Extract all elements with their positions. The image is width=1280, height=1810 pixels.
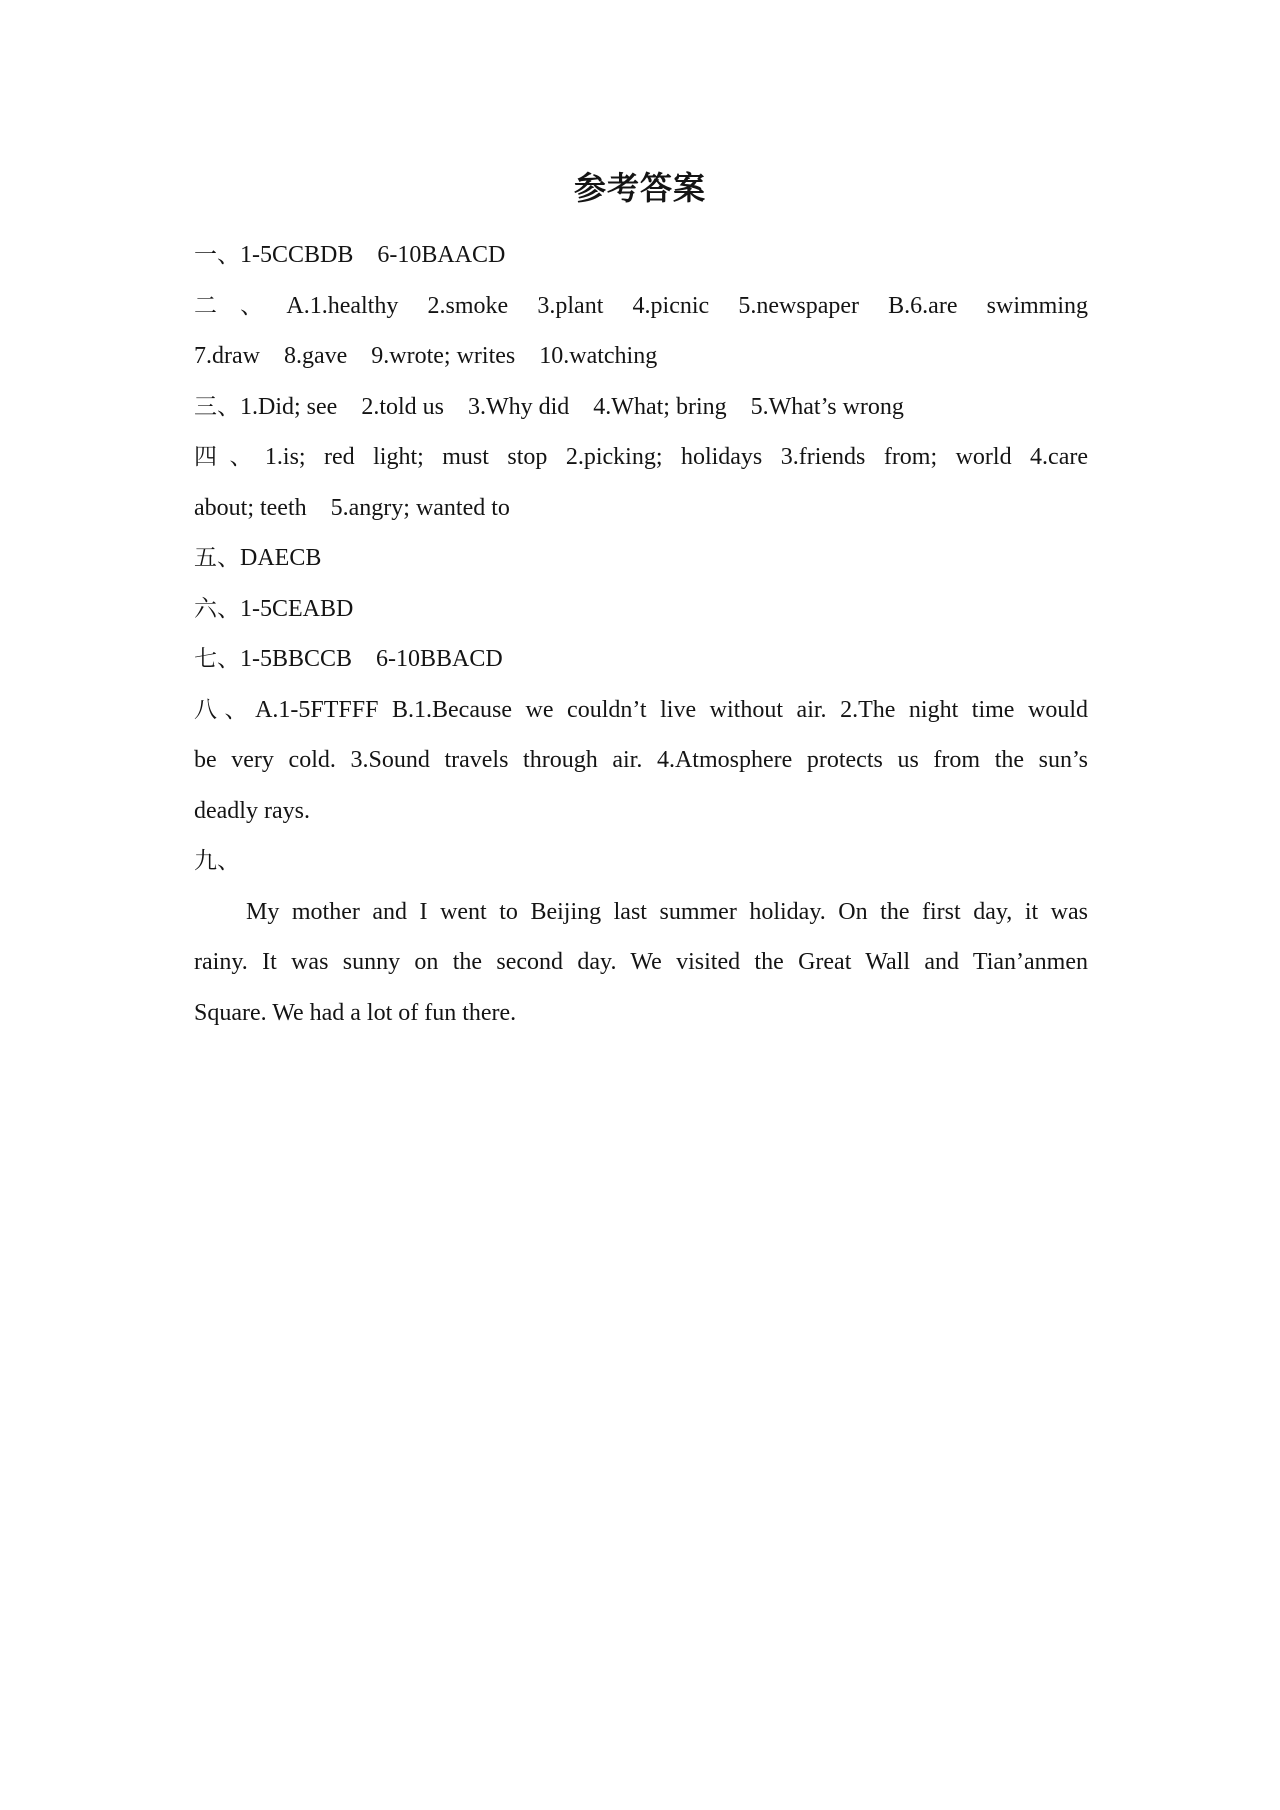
section-label: 七、 xyxy=(194,646,240,672)
section-label: 九、 xyxy=(194,848,240,874)
page-title: 参考答案 xyxy=(573,169,706,207)
answer-line: deadly rays. xyxy=(194,797,310,824)
section-label: 二、 xyxy=(194,292,287,319)
section-label: 五、 xyxy=(194,545,240,571)
answer-section-4-cont xyxy=(194,483,1088,534)
answer-line: 7.draw 8.gave 9.wrote; writes 10.watching xyxy=(194,343,658,369)
section-label: 八、 xyxy=(194,696,256,723)
answer-section-2 xyxy=(194,281,1088,332)
section-label: 六、 xyxy=(194,595,240,622)
answer-line: 1-5CCBDB 6-10BAACD xyxy=(240,242,506,268)
answer-section-5 xyxy=(194,533,1088,584)
section-label: 三、 xyxy=(194,393,240,420)
essay-line xyxy=(194,988,1088,1039)
answer-line: A.1-5FTFFF B.1.Because we couldn’t live without air. 2.The night time would xyxy=(255,696,1088,723)
essay-line xyxy=(194,937,1088,988)
answer-section-2-cont xyxy=(194,331,1088,382)
answer-section-1 xyxy=(194,230,1088,281)
answer-line: about; teeth 5.angry; wanted to xyxy=(194,494,510,521)
answer-key-body xyxy=(194,230,1088,1038)
answer-line: be very cold. 3.Sound travels through air. 4.Atmosphere protects us from the sun’s xyxy=(194,747,1088,773)
answer-section-8-cont xyxy=(194,735,1088,786)
answer-section-6 xyxy=(194,584,1088,635)
essay-text: Square. We had a lot of fun there. xyxy=(194,999,517,1026)
answer-section-9 xyxy=(194,836,1088,887)
answer-section-4 xyxy=(194,432,1088,483)
answer-line: 1-5CEABD xyxy=(240,595,354,622)
answer-section-3 xyxy=(194,382,1088,433)
answer-line: 1.Did; see 2.told us 3.Why did 4.What; bring 5.What’s wrong xyxy=(240,393,904,420)
answer-section-7 xyxy=(194,634,1088,685)
essay-line xyxy=(194,887,1088,938)
answer-section-8 xyxy=(194,685,1088,736)
answer-line: 1-5BBCCB 6-10BBACD xyxy=(240,646,503,672)
essay-text: My mother and I went to Beijing last summer holiday. On the first day, it was xyxy=(246,898,1088,925)
answer-section-8-cont xyxy=(194,786,1088,837)
section-label: 一、 xyxy=(194,242,240,268)
answer-line: A.1.healthy 2.smoke 3.plant 4.picnic 5.newspaper B.6.are swimming xyxy=(286,292,1088,319)
essay-text: rainy. It was sunny on the second day. We visited the Great Wall and Tian’anmen xyxy=(194,949,1088,975)
answer-line: 1.is; red light; must stop 2.picking; holidays 3.friends from; world 4.care xyxy=(264,444,1088,470)
answer-line: DAECB xyxy=(240,545,322,571)
section-label: 四、 xyxy=(194,444,265,470)
